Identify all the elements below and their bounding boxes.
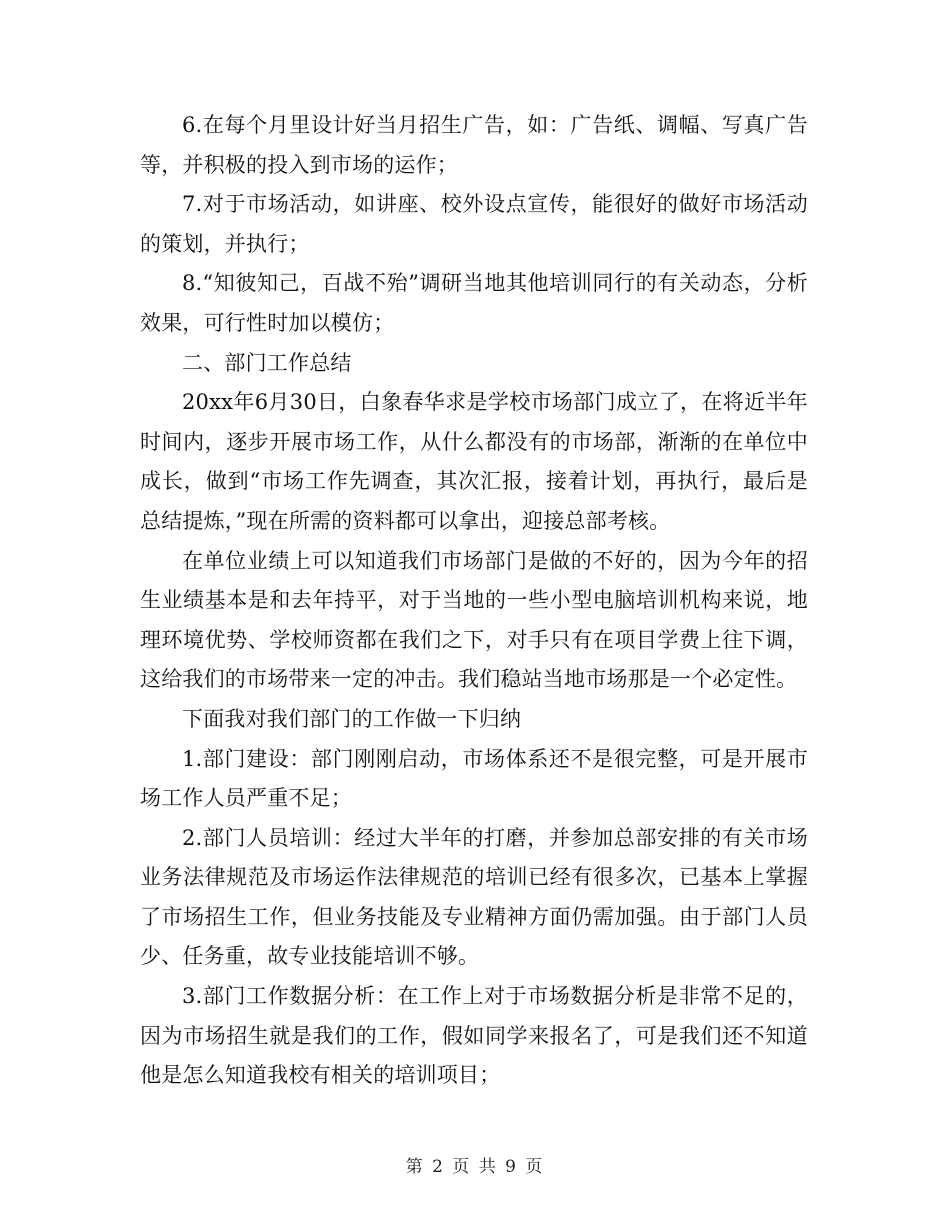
paragraph-item-6: 6.在每个月里设计好当月招生广告，如：广告纸、调幅、写真广告等，并积极的投入到市场的运作；: [140, 113, 808, 177]
paragraph-item-7: 7.对于市场活动，如讲座、校外设点宣传，能很好的做好市场活动的策划，并执行；: [140, 192, 808, 256]
paragraph-item-2: 2.部门人员培训：经过大半年的打磨，并参加总部安排的有关市场业务法律规范及市场运作法律规范的培训已经有很多次，已基本上掌握了市场招生工作，但业务技能及专业精神方面仍需加强。由于部门人员少、任务重，故专业技能培训不够。: [140, 825, 808, 969]
paragraph-performance: 在单位业绩上可以知道我们市场部门是做的不好的，因为今年的招生业绩基本是和去年持平，对于当地的一些小型电脑培训机构来说，地理环境优势、学校师资都在我们之下，对手只有在项目学费上往下调，这给我们的市场带来一定的冲击。我们稳站当地市场那是一个必定性。: [140, 548, 808, 692]
section-heading: 二、部门工作总结: [182, 350, 352, 375]
page-number: 第 2 页 共 9 页: [405, 1157, 545, 1177]
paragraph-item-8: 8.“知彼知己，百战不殆”调研当地其他培训同行的有关动态，分析效果，可行性时加以模仿；: [140, 271, 808, 335]
paragraph-item-1: 1.部门建设：部门刚刚启动，市场体系还不是很完整，可是开展市场工作人员严重不足；: [140, 746, 808, 811]
document-body: [140, 106, 808, 1096]
paragraph-item-3: 3.部门工作数据分析：在工作上对于市场数据分析是非常不足的，因为市场招生就是我们的工作，假如同学来报名了，可是我们还不知道他是怎么知道我校有相关的培训项目；: [140, 984, 808, 1088]
paragraph-founding: 20xx年6月30日，白象春华求是学校市场部门成立了，在将近半年时间内，逐步开展市场工作，从什么都没有的市场部，渐渐的在单位中成长，做到“市场工作先调查，其次汇报，接着计划，再执行，最后是总结提炼，”现在所需的资料都可以拿出，迎接总部考核。: [140, 390, 808, 533]
paragraph-summary-intro: 下面我对我们部门的工作做一下归纳: [182, 706, 522, 731]
